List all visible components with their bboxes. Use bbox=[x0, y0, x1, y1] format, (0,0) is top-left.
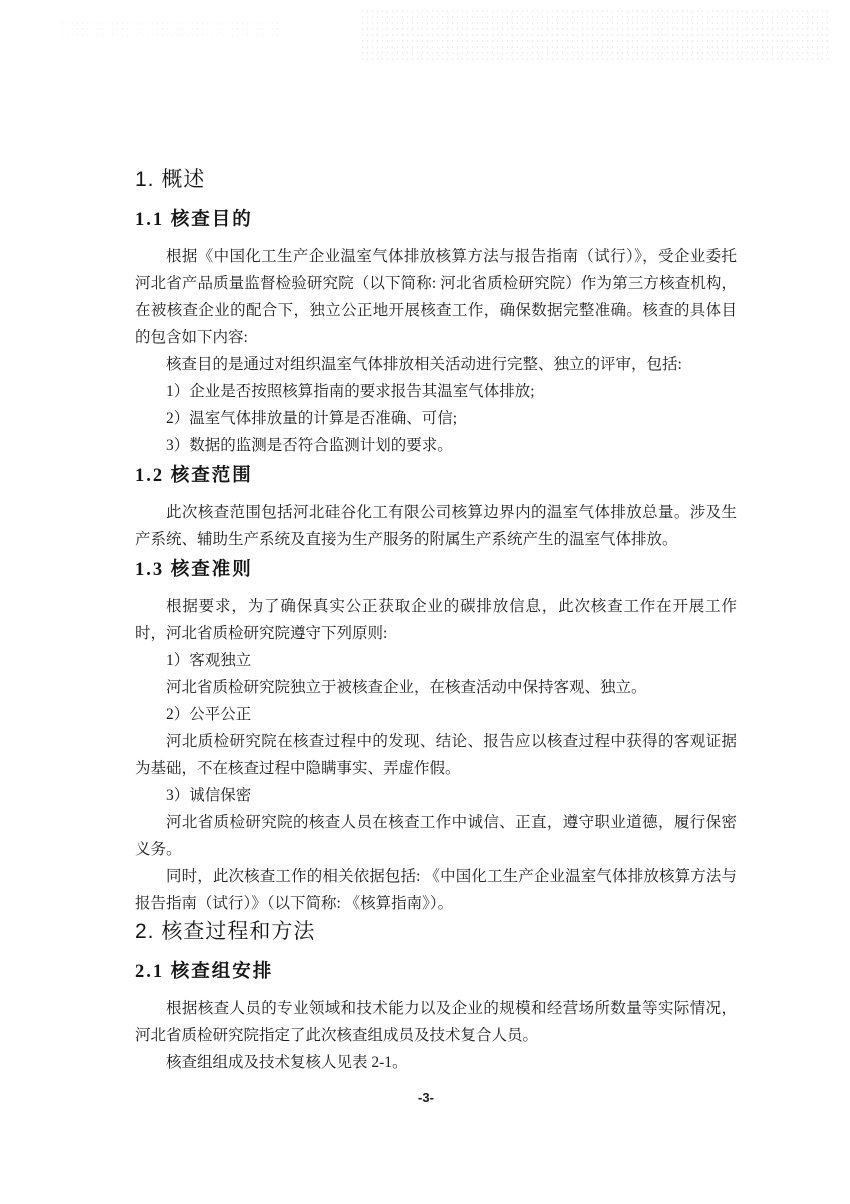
list-item-principle-confidentiality: 3）诚信保密 bbox=[166, 787, 252, 804]
paragraph-criteria-intro: 根据要求，为了确保真实公正获取企业的碳排放信息，此次核查工作在开展工作时，河北省质检研究院遵守下列原则: bbox=[135, 598, 737, 642]
paragraph-verification-basis: 根据《中国化工生产企业温室气体排放核算方法与报告指南（试行）》，受企业委托河北省产品质量监督检验研究院（以下简称: 河北省质检研究院）作为第三方核查机构，在被核查企业的配合下，独立公正地开展核查工作，确保数据完整准确。核查的具体目的包含如下内容: bbox=[135, 248, 737, 346]
paragraph-reference-guideline: 同时，此次核查工作的相关依据包括: 《中国化工生产企业温室气体排放核算方法与报告指南（试行）》（以下简称: 《核算指南》）。 bbox=[135, 868, 737, 912]
scan-noise-artifact-left bbox=[60, 20, 280, 38]
paragraph-purpose-intro: 核查目的是通过对组织温室气体排放相关活动进行完整、独立的评审，包括: bbox=[166, 356, 682, 373]
page-number: -3- bbox=[418, 1090, 434, 1105]
paragraph-principle-objective-detail: 河北省质检研究院独立于被核查企业，在核查活动中保持客观、独立。 bbox=[166, 679, 647, 696]
list-item-purpose-1: 1）企业是否按照核算指南的要求报告其温室气体排放; bbox=[166, 383, 535, 400]
subsection-heading-verification-scope: 1.2 核查范围 bbox=[135, 466, 253, 486]
paragraph-principle-confidentiality-detail: 河北省质检研究院的核查人员在核查工作中诚信、正直，遵守职业道德，履行保密义务。 bbox=[135, 814, 737, 858]
subsection-heading-verification-purpose: 1.1 核查目的 bbox=[135, 210, 253, 230]
paragraph-team-selection: 根据核查人员的专业领域和技术能力以及企业的规模和经营场所数量等实际情况，河北省质检研究院指定了此次核查组成员及技术复合人员。 bbox=[135, 1000, 737, 1044]
section-heading-overview: 1. 概述 bbox=[135, 168, 206, 191]
list-item-purpose-3: 3）数据的监测是否符合监测计划的要求。 bbox=[166, 437, 453, 454]
paragraph-scope: 此次核查范围包括河北硅谷化工有限公司核算边界内的温室气体排放总量。涉及生产系统、辅助生产系统及直接为生产服务的附属生产系统产生的温室气体排放。 bbox=[135, 504, 737, 548]
subsection-heading-team-arrangement: 2.1 核查组安排 bbox=[135, 962, 274, 982]
scan-noise-artifact bbox=[360, 8, 830, 60]
list-item-principle-objective: 1）客观独立 bbox=[166, 652, 252, 669]
list-item-principle-fairness: 2）公平公正 bbox=[166, 706, 252, 723]
section-heading-process-method: 2. 核查过程和方法 bbox=[135, 920, 316, 943]
subsection-heading-verification-criteria: 1.3 核查准则 bbox=[135, 560, 253, 580]
list-item-purpose-2: 2）温室气体排放量的计算是否准确、可信; bbox=[166, 410, 458, 427]
paragraph-principle-fairness-detail: 河北质检研究院在核查过程中的发现、结论、报告应以核查过程中获得的客观证据为基础，不在核查过程中隐瞒事实、弄虚作假。 bbox=[135, 733, 737, 777]
paragraph-team-table-reference: 核查组组成及技术复核人见表 2-1。 bbox=[166, 1054, 408, 1071]
